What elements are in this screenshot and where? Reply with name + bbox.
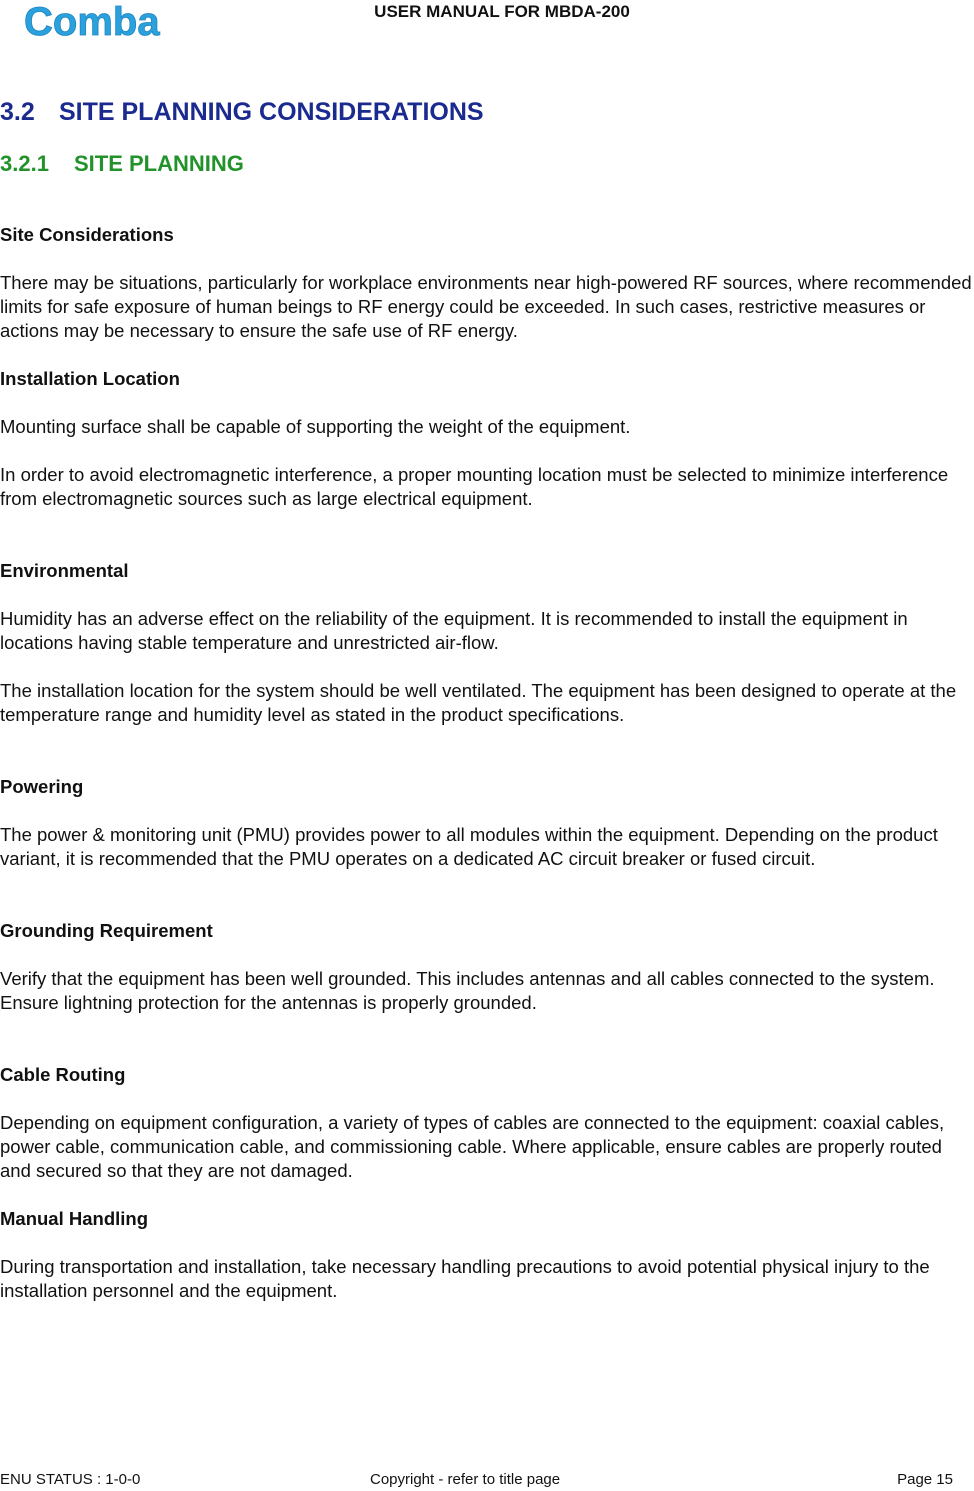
manual-title: USER MANUAL FOR MBDA-200 — [374, 2, 630, 21]
cable-routing-text: Depending on equipment configuration, a variety of types of cables are connected to the equipment: coaxial cables, power cable, communication cable, and commissioning cable. Where applicable, ensure cables are properly routed and secured so that they are not damaged. — [0, 1112, 945, 1181]
site-considerations-text: There may be situations, particularly for workplace environments near high-powered RF sources, where recommended limits for safe exposure of human beings to RF energy could be exceeded. In such cases, restrictive measures or actions may be necessary to ensure the safe use of RF energy. — [0, 272, 972, 341]
cable-routing-heading: Cable Routing — [0, 1064, 126, 1085]
svg-text:Comba: Comba — [24, 2, 160, 40]
environmental-text-2: The installation location for the system should be well ventilated. The equipment has been designed to operate at the temperature range and humidity level as stated in the product specifications. — [0, 680, 957, 725]
powering-heading: Powering — [0, 776, 84, 797]
section-heading — [0, 96, 974, 128]
environmental-heading: Environmental — [0, 560, 129, 581]
section-title: SITE PLANNING CONSIDERATIONS — [59, 98, 484, 126]
powering-text: The power & monitoring unit (PMU) provides power to all modules within the equipment. Depending on the product variant, it is recommended that the PMU operates on a dedicated AC circuit breaker or fused circuit. — [0, 824, 938, 869]
manual-handling-text: During transportation and installation, take necessary handling precautions to avoid potential physical injury to the installation personnel and the equipment. — [0, 1256, 930, 1301]
grounding-heading: Grounding Requirement — [0, 920, 213, 941]
subsection-number: 3.2.1 — [0, 151, 49, 176]
manual-handling-heading: Manual Handling — [0, 1208, 148, 1229]
installation-location-text-1: Mounting surface shall be capable of supporting the weight of the equipment. — [0, 416, 631, 437]
site-considerations-heading: Site Considerations — [0, 224, 174, 245]
grounding-text: Verify that the equipment has been well grounded. This includes antennas and all cables connected to the system. Ensure lightning protection for the antennas is properly grounded. — [0, 968, 935, 1013]
environmental-text-1: Humidity has an adverse effect on the reliability of the equipment. It is recommended to install the equipment in locations having stable temperature and unrestricted air-flow. — [0, 608, 908, 653]
section-number: 3.2 — [0, 98, 35, 126]
installation-location-text-2: In order to avoid electromagnetic interference, a proper mounting location must be selected to minimize interference from electromagnetic sources such as large electrical equipment. — [0, 464, 949, 509]
installation-location-heading: Installation Location — [0, 368, 180, 389]
copyright-notice: Copyright - refer to title page — [370, 1471, 561, 1488]
document-status: ENU STATUS : 1-0-0 — [0, 1471, 141, 1488]
page-content — [0, 96, 974, 1303]
page-number: Page 15 — [897, 1471, 953, 1488]
subsection-title: SITE PLANNING — [74, 151, 244, 176]
subsection-heading — [0, 150, 974, 178]
